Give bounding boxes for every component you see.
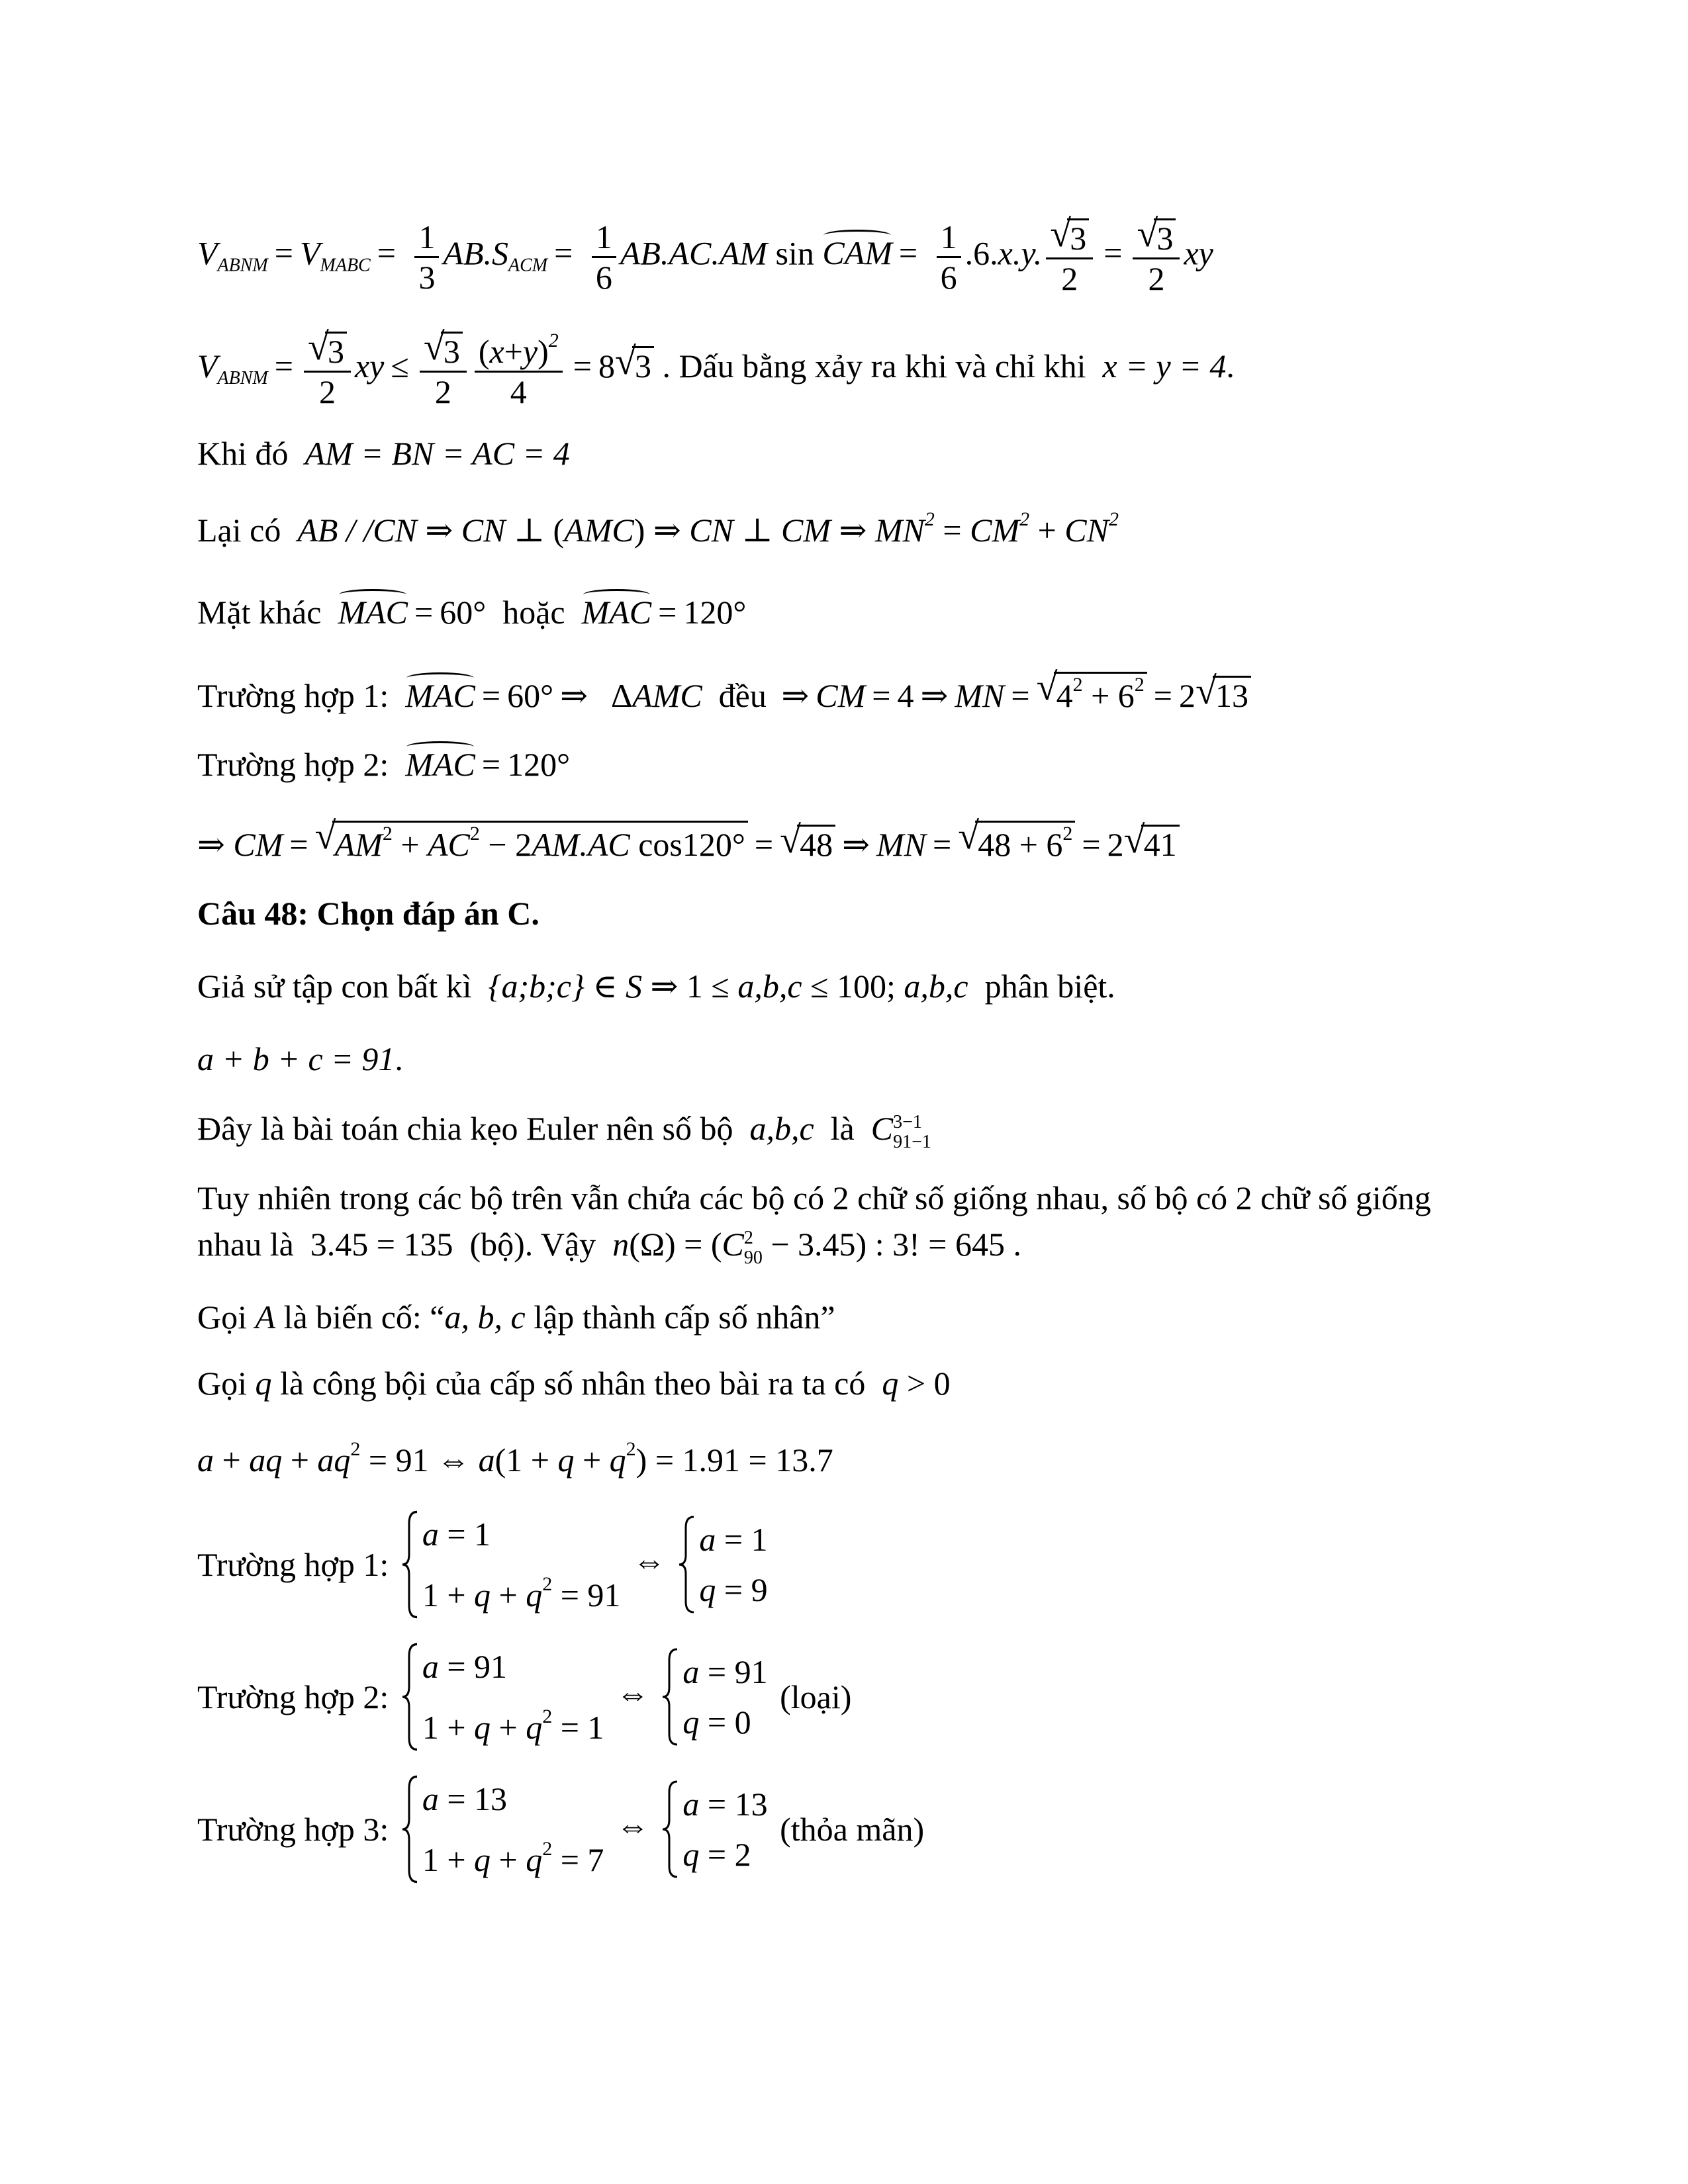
equality-condition: x = y = 4 (1102, 347, 1227, 385)
case-2-angle-line: Trường hợp 2: MAC = 120° (197, 746, 571, 783)
goi-text-1: Gọi (197, 1298, 247, 1336)
case-1-label: Trường hợp 1: (197, 677, 389, 714)
euler-text: Đây là bài toán chia kẹo Euler nên số bộ (197, 1110, 733, 1147)
euler-line: Đây là bài toán chia kẹo Euler nên số bộ a,b,c là C 3−1 91−1 (197, 1110, 931, 1152)
case-2-right-system: a = 91 q = 0 (661, 1647, 767, 1747)
left-brace-icon (401, 1641, 420, 1752)
deu-text: đều (718, 677, 767, 714)
hoac-text: hoặc (502, 594, 565, 631)
left-brace-icon (661, 1779, 680, 1880)
case-3-right-system: a = 13 q = 2 (661, 1779, 767, 1880)
la-text: là (830, 1110, 855, 1147)
geometric-sequence-text: lập thành cấp số nhân” (534, 1298, 835, 1336)
case-2-system: Trường hợp 2: a = 91 $1 + q + q^2 = 1$ ⇔ a = 91 q = 0 (loại) (197, 1641, 851, 1752)
lai-co-text: Lại có (197, 512, 281, 549)
case-3-system-label: Trường hợp 3: (197, 1811, 389, 1848)
case-3-left-system: a = 13 $1 + q + q^2 = 7$ (401, 1774, 604, 1885)
left-brace-icon (401, 1509, 420, 1620)
case-2-label: Trường hợp 2: (197, 746, 389, 783)
cong-boi-text: là công bội của cấp số nhân theo bài ra ta có (280, 1365, 866, 1402)
duplicate-paragraph: Tuy nhiên trong các bộ trên vẫn chứa các bộ có 2 chữ số giống nhau, số bộ có 2 chữ số giống nhau là 3.45 = 135 (bộ). Vậy n(Ω) = (C 2 90 − 3.45) : 3! = 645 . (197, 1179, 1431, 1268)
left-brace-icon (401, 1774, 420, 1885)
sum-equation: a + b + c = 91 (197, 1040, 395, 1077)
inequality-line: $V_{ABNM}$ = √ 3 2 xy ≤ √ 3 2 $\frac{(x+y)^2}{4}$ = 8 √ 3 . Dấu bằng xảy ra khi và chỉ khi x = y = 4. (197, 324, 1235, 410)
ratio-line: Gọi q là công bội của cấp số nhân theo bài ra ta có q > 0 (197, 1365, 951, 1402)
sum-equation-line: a + b + c = 91. (197, 1040, 403, 1077)
case-3-system: Trường hợp 3: a = 13 $1 + q + q^2 = 7$ ⇔ a = 13 q = 2 (thỏa mãn) (197, 1774, 924, 1885)
goi-text-2: Gọi (197, 1365, 247, 1402)
question-48-heading: Câu 48: Chọn đáp án C. (197, 895, 539, 932)
case-2-note: (loại) (780, 1678, 852, 1715)
gia-su-text: Giả sử tập con bất kì (197, 968, 472, 1005)
equality-condition-text: . Dấu bằng xảy ra khi và chỉ khi (662, 347, 1086, 385)
phan-biet-text: phân biệt. (984, 968, 1115, 1005)
case-1-right-system: a = 1 q = 9 (678, 1514, 767, 1615)
case-1-system: Trường hợp 1: a = 1 $1 + q + q^2 = 91$ ⇔ a = 1 q = 9 (197, 1509, 772, 1620)
bien-co-text: là biến cố: “ (283, 1298, 445, 1336)
left-brace-icon (678, 1514, 696, 1615)
mat-khac-text: Mặt khác (197, 594, 322, 631)
case-2-system-label: Trường hợp 2: (197, 1678, 389, 1715)
khi-do-text: Khi đó (197, 435, 289, 472)
case-3-note: (thỏa mãn) (780, 1811, 925, 1848)
bo-vay-text: (bộ). Vậy (469, 1226, 596, 1263)
factor-equation-line: a + aq + $aq^2 = 91$ ⇔ $a(1 + q + q^2) = 1.91 = 13.7$ (197, 1438, 833, 1479)
volume-equation-line: $V_{ABNM} = V_{MABC}$ = $\frac{1}{3}$ $AB.S_{ACM}$ = $\frac{1}{6}$ AB.AC.AM sin CAM = $\frac{1}{6}$ .6.x.y. √ 3 2 = √ 3 2 xy (197, 212, 1213, 297)
case-2-left-system: a = 91 $1 + q + q^2 = 1$ (401, 1641, 604, 1752)
perpendicular-line: Lại có AB / /CN ⇒ CN ⊥ (AMC) ⇒ CN ⊥ CM ⇒ $MN^2 = CM^2 + CN^2$ (197, 508, 1119, 549)
nhau-la-text: nhau là (197, 1226, 294, 1263)
cosine-rule-line: ⇒ CM = √ $AM^2 + AC^2 - 2AM.AC$ cos120° = √ 48 ⇒ MN = √ $48 + 6^2 = 2$ √ 41 (197, 821, 1180, 861)
khi-do-line (197, 437, 570, 470)
angle-options-line: Mặt khác MAC = 60° hoặc MAC = 120° (197, 594, 747, 631)
abc-text: a, b, c (444, 1298, 526, 1336)
equal-lengths-equation: AM = BN = AC = 4 (305, 435, 570, 472)
duplicate-paragraph-text: Tuy nhiên trong các bộ trên vẫn chứa các bộ có 2 chữ số giống nhau, số bộ có 2 chữ số giống (197, 1179, 1431, 1216)
case-1-left-system: a = 1 $1 + q + q^2 = 91$ (401, 1509, 621, 1620)
left-brace-icon (661, 1647, 680, 1747)
case-1-system-label: Trường hợp 1: (197, 1546, 389, 1583)
event-a-line: Gọi A là biến cố: “a, b, c lập thành cấp số nhân” (197, 1298, 835, 1336)
subset-assumption-line: Giả sử tập con bất kì {a;b;c} ∈ S ⇒ 1 ≤ a,b,c ≤ 100; a,b,c phân biệt. (197, 968, 1115, 1005)
case-1-angle-line: Trường hợp 1: MAC = 60° ⇒ ΔAMC đều ⇒ CM = 4 ⇒ MN = √ $4^2 + 6^2 = 2$ √ 13 (197, 672, 1251, 712)
